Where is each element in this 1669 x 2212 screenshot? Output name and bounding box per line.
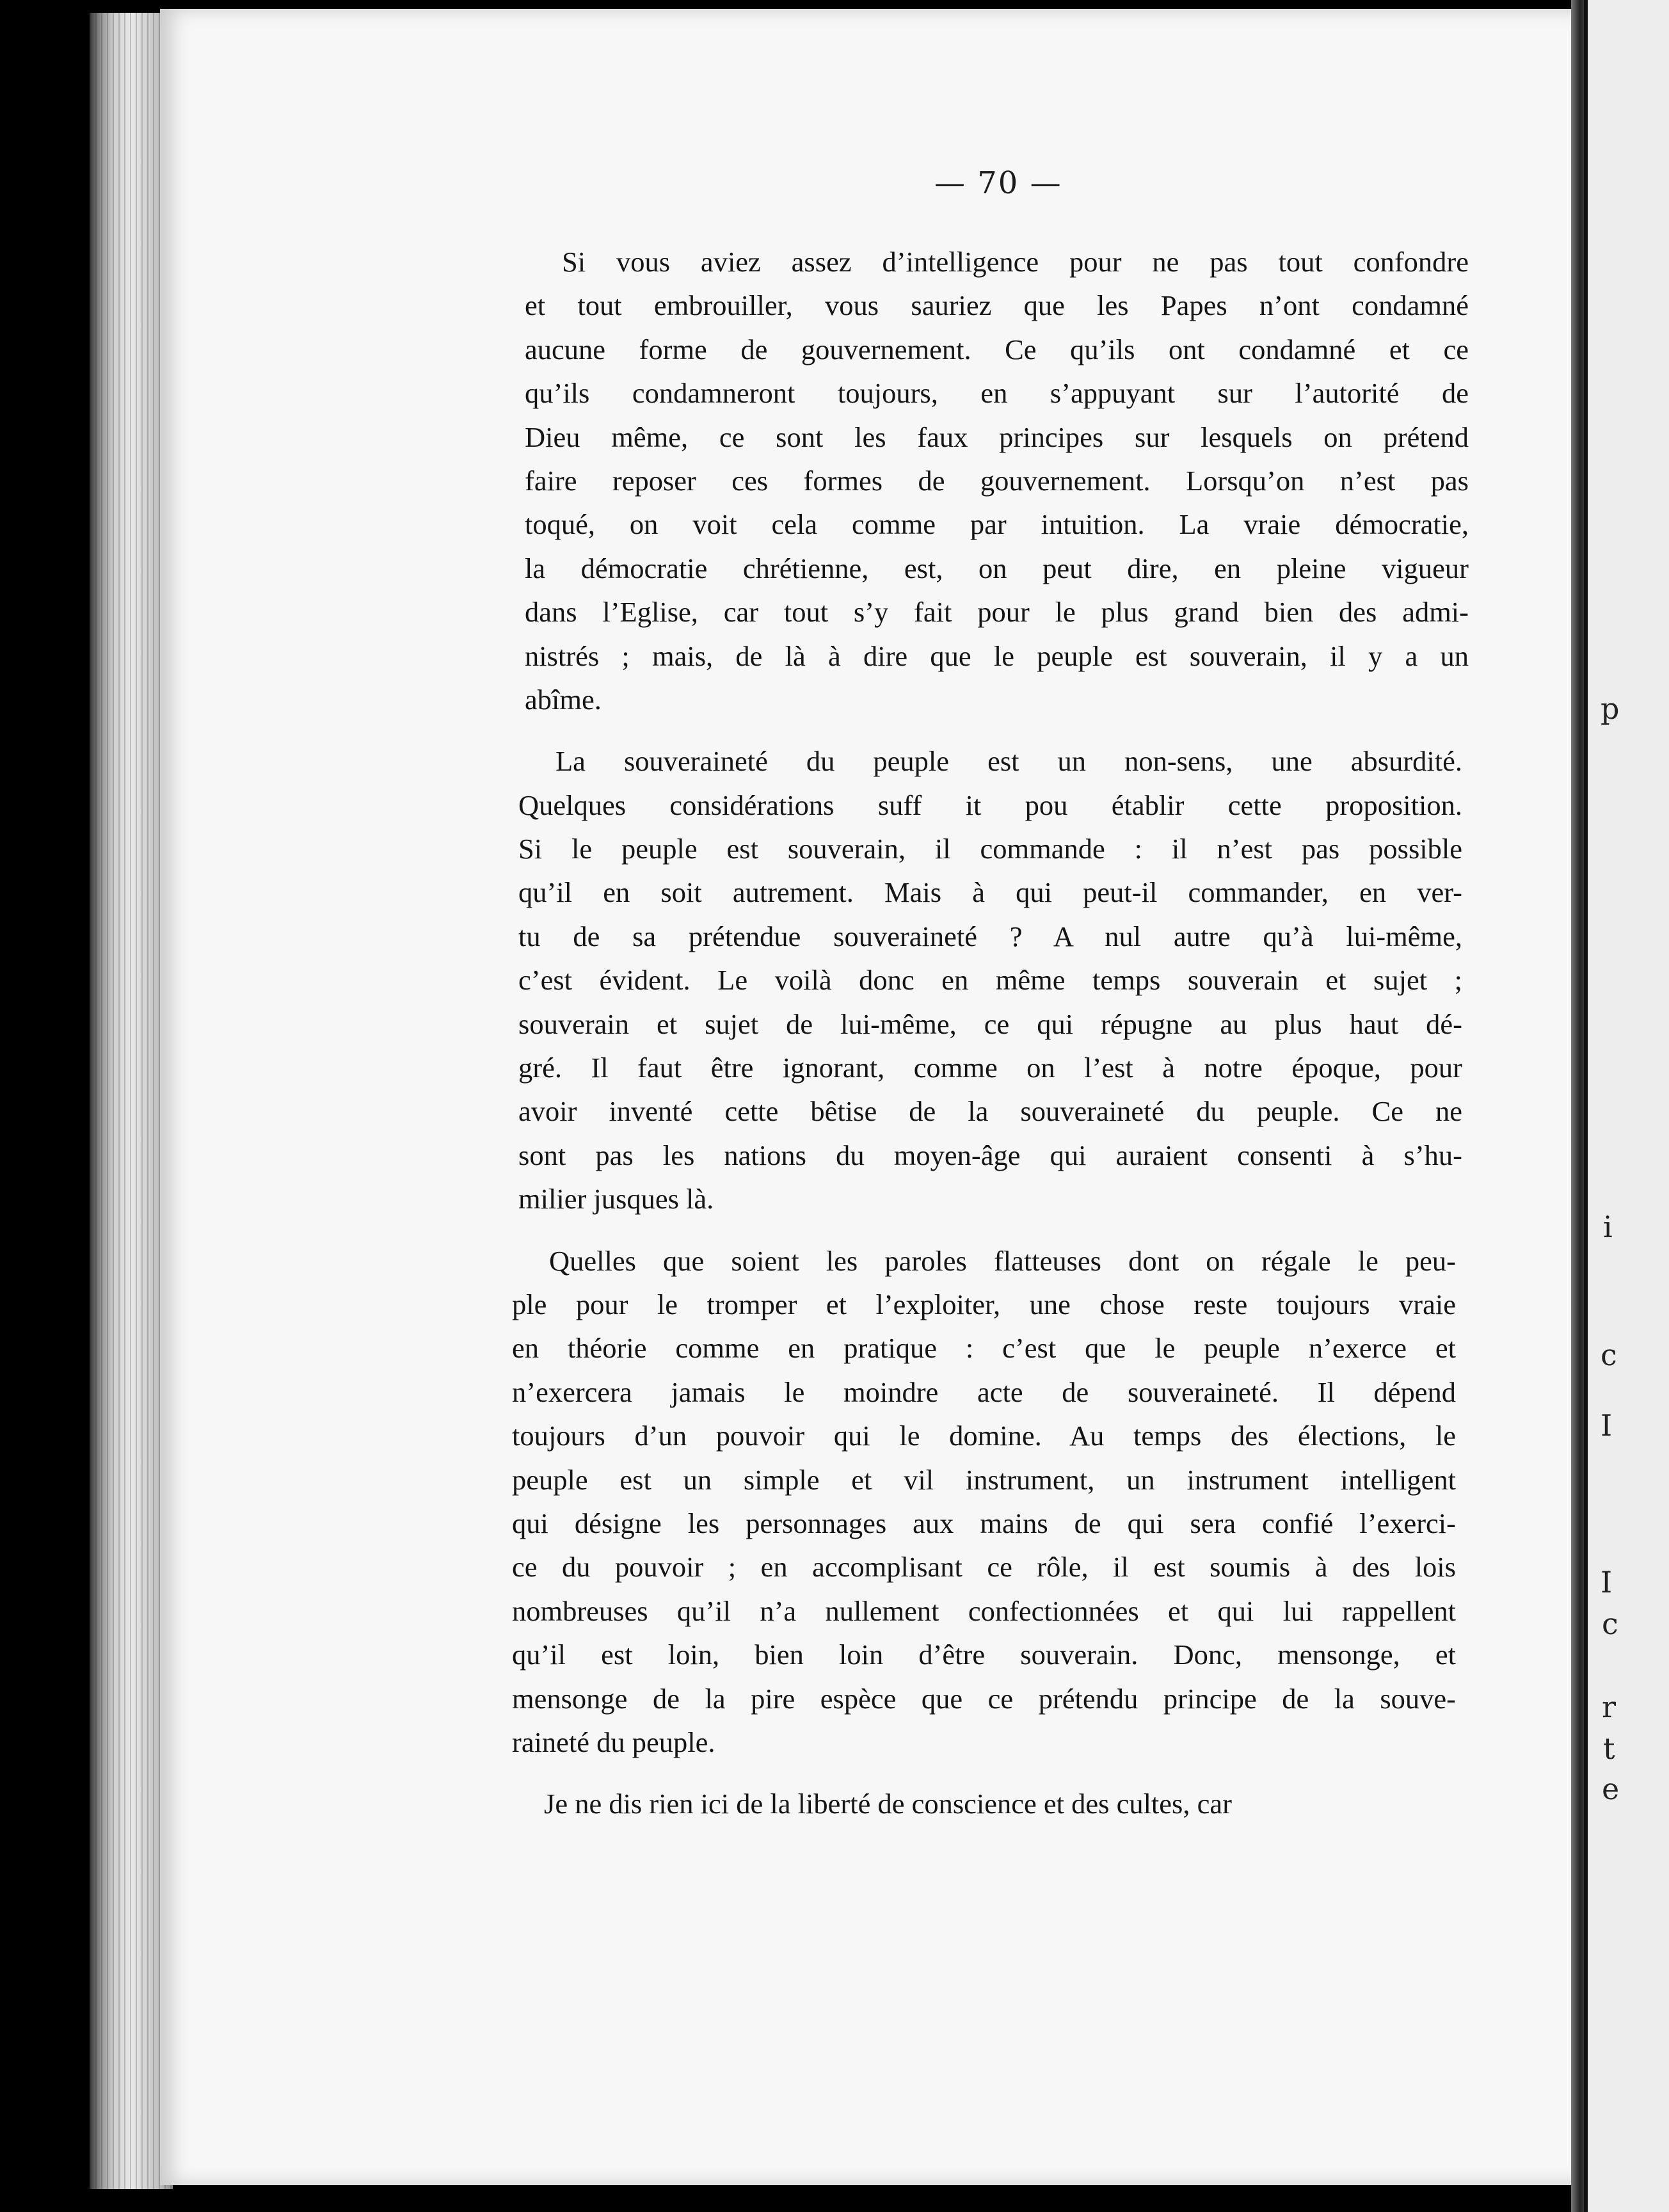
text-line: et tout embrouiller, vous sauriez que les Papes n’ont condamné <box>525 289 1469 322</box>
text-line: dans l’Eglise, car tout s’y fait pour le plus grand bien des admi- <box>525 596 1469 629</box>
text-line: La souveraineté du peuple est un non-sens, une absurdité. <box>555 745 1462 778</box>
page-number: — 70 — <box>934 165 1062 201</box>
text-line: nombreuses qu’il n’a nullement confectionnées et qui lui rappellent <box>512 1594 1456 1627</box>
text-line: gré. Il faut être ignorant, comme on l’est à notre époque, pour <box>518 1052 1462 1084</box>
text-line: mensonge de la pire espèce que ce prétendu principe de la souve- <box>512 1682 1456 1715</box>
text-line: faire reposer ces formes de gouvernement. Lorsqu’on n’est pas <box>525 464 1469 497</box>
text-line: c’est évident. Le voilà donc en même temps souverain et sujet ; <box>518 964 1462 997</box>
facing-page-edge <box>1584 0 1669 2212</box>
text-line: souverain et sujet de lui-même, ce qui répugne au plus haut dé- <box>518 1007 1462 1040</box>
facing-page-letter: c <box>1601 1338 1617 1372</box>
text-line: Dieu même, ce sont les faux principes sur lesquels on prétend <box>525 421 1469 453</box>
facing-page-letter: r <box>1602 1690 1616 1724</box>
facing-page-letter: I <box>1601 1565 1613 1599</box>
text-line: Si le peuple est souverain, il commande : il n’est pas possible <box>518 833 1462 865</box>
text-line: aucune forme de gouvernement. Ce qu’ils ont condamné et ce <box>525 333 1469 365</box>
text-line: Je ne dis rien ici de la liberté de conscience et des cultes, car <box>544 1788 1232 1820</box>
paragraph <box>525 240 1469 721</box>
text-line: raineté du peuple. <box>512 1726 715 1758</box>
text-line: Si vous aviez assez d’intelligence pour ne pas tout confondre <box>562 246 1469 278</box>
text-line: peuple est un simple et vil instrument, un instrument intelligent <box>512 1463 1456 1496</box>
text-line: tu de sa prétendue souveraineté ? A nul autre qu’à lui-même, <box>518 920 1462 952</box>
facing-page-letter: e <box>1602 1772 1620 1806</box>
text-line: qu’il en soit autrement. Mais à qui peut-il commander, en ver- <box>518 876 1462 909</box>
text-line: ce du pouvoir ; en accomplisant ce rôle, il est soumis à des lois <box>512 1551 1456 1583</box>
text-line: toqué, on voit cela comme par intuition. La vraie démocratie, <box>525 508 1469 541</box>
text-line: en théorie comme en pratique : c’est que le peuple n’exerce et <box>512 1332 1456 1365</box>
text-line: nistrés ; mais, de là à dire que le peuple est souverain, il y a un <box>525 639 1469 672</box>
text-line: la démocratie chrétienne, est, on peut dire, en pleine vigueur <box>525 552 1469 584</box>
paragraph <box>507 1782 1451 1825</box>
text-line: Quelques considérations suff it pou établir cette proposition. <box>518 789 1462 821</box>
paragraph <box>512 1239 1456 1765</box>
facing-page-letter: i <box>1603 1210 1613 1244</box>
text-line: n’exercera jamais le moindre acte de souveraineté. Il dépend <box>512 1375 1456 1408</box>
facing-page-letter: p <box>1601 691 1620 726</box>
text-line: Quelles que soient les paroles flatteuses dont on régale le peu- <box>549 1244 1456 1277</box>
text-line: qui désigne les personnages aux mains de qui sera confié l’exerci- <box>512 1507 1456 1539</box>
text-line: abîme. <box>525 683 602 716</box>
facing-page-letter: t <box>1603 1731 1615 1766</box>
text-line: ple pour le tromper et l’exploiter, une chose reste toujours vraie <box>512 1288 1456 1320</box>
paragraph <box>518 739 1462 1221</box>
text-line: milier jusques là. <box>518 1183 714 1215</box>
body-text <box>512 240 1469 1844</box>
text-line: qu’ils condamneront toujours, en s’appuyant sur l’autorité de <box>525 377 1469 410</box>
text-line: toujours d’un pouvoir qui le domine. Au temps des élections, le <box>512 1420 1456 1452</box>
facing-page-letter: I <box>1601 1408 1613 1443</box>
text-line: avoir inventé cette bêtise de la souveraineté du peuple. Ce ne <box>518 1095 1462 1128</box>
text-line: sont pas les nations du moyen-âge qui auraient consenti à s’hu- <box>518 1139 1462 1171</box>
text-line: qu’il est loin, bien loin d’être souverain. Donc, mensonge, et <box>512 1639 1456 1671</box>
facing-page-letter: c <box>1602 1607 1618 1641</box>
